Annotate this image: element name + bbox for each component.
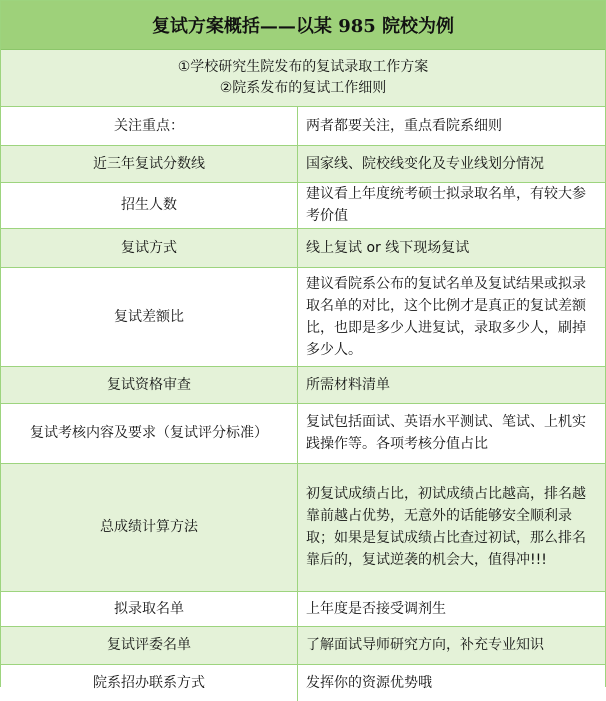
row-key: 院系招办联系方式 bbox=[1, 664, 298, 701]
row-value: 发挥你的资源优势哦 bbox=[298, 664, 606, 701]
table-row bbox=[1, 626, 605, 664]
intro-block bbox=[1, 50, 605, 107]
row-value: 了解面试导师研究方向，补充专业知识 bbox=[298, 626, 606, 664]
table-row bbox=[1, 267, 605, 366]
intro-line-1: ①学校研究生院发布的复试录取工作方案 bbox=[177, 59, 429, 75]
row-key: 拟录取名单 bbox=[1, 591, 298, 626]
row-value: 建议看院系公布的复试名单及复试结果或拟录取名单的对比，这个比例才是真正的复试差额比，也即是多少人进复试，录取多少人，刷掉多少人。 bbox=[298, 267, 606, 366]
row-key: 复试差额比 bbox=[1, 267, 298, 366]
row-key: 复试资格审查 bbox=[1, 366, 298, 403]
table-row bbox=[1, 403, 605, 463]
row-key: 复试评委名单 bbox=[1, 626, 298, 664]
row-value: 初复试成绩占比，初试成绩占比越高，排名越靠前越占优势，无意外的话能够安全顺利录取；如果是复试成绩占比查过初试，那么排名靠后的，复试逆袭的机会大，值得冲!!! bbox=[298, 463, 606, 591]
intro-line-2: ②院系发布的复试工作细则 bbox=[219, 80, 387, 96]
table-row bbox=[1, 107, 605, 145]
row-value: 复试包括面试、英语水平测试、笔试、上机实践操作等。各项考核分值占比 bbox=[298, 403, 606, 463]
row-key: 复试方式 bbox=[1, 228, 298, 267]
detail-table bbox=[1, 107, 605, 701]
table-title: 复试方案概括——以某 985 院校为例 bbox=[1, 1, 605, 50]
row-value: 两者都要关注，重点看院系细则 bbox=[298, 107, 606, 145]
row-key: 关注重点： bbox=[1, 107, 298, 145]
row-value: 线上复试 or 线下现场复试 bbox=[298, 228, 606, 267]
table-row bbox=[1, 228, 605, 267]
row-key: 近三年复试分数线 bbox=[1, 145, 298, 182]
table-row bbox=[1, 182, 605, 228]
table-row bbox=[1, 664, 605, 701]
row-value: 上年度是否接受调剂生 bbox=[298, 591, 606, 626]
table-row bbox=[1, 145, 605, 182]
row-key: 复试考核内容及要求（复试评分标准） bbox=[1, 403, 298, 463]
table-row bbox=[1, 463, 605, 591]
row-value: 建议看上年度统考硕士拟录取名单，有较大参考价值 bbox=[298, 182, 606, 228]
table-row bbox=[1, 366, 605, 403]
row-key: 招生人数 bbox=[1, 182, 298, 228]
row-key: 总成绩计算方法 bbox=[1, 463, 298, 591]
table-row bbox=[1, 591, 605, 626]
row-value: 所需材料清单 bbox=[298, 366, 606, 403]
row-value: 国家线、院校线变化及专业线划分情况 bbox=[298, 145, 606, 182]
